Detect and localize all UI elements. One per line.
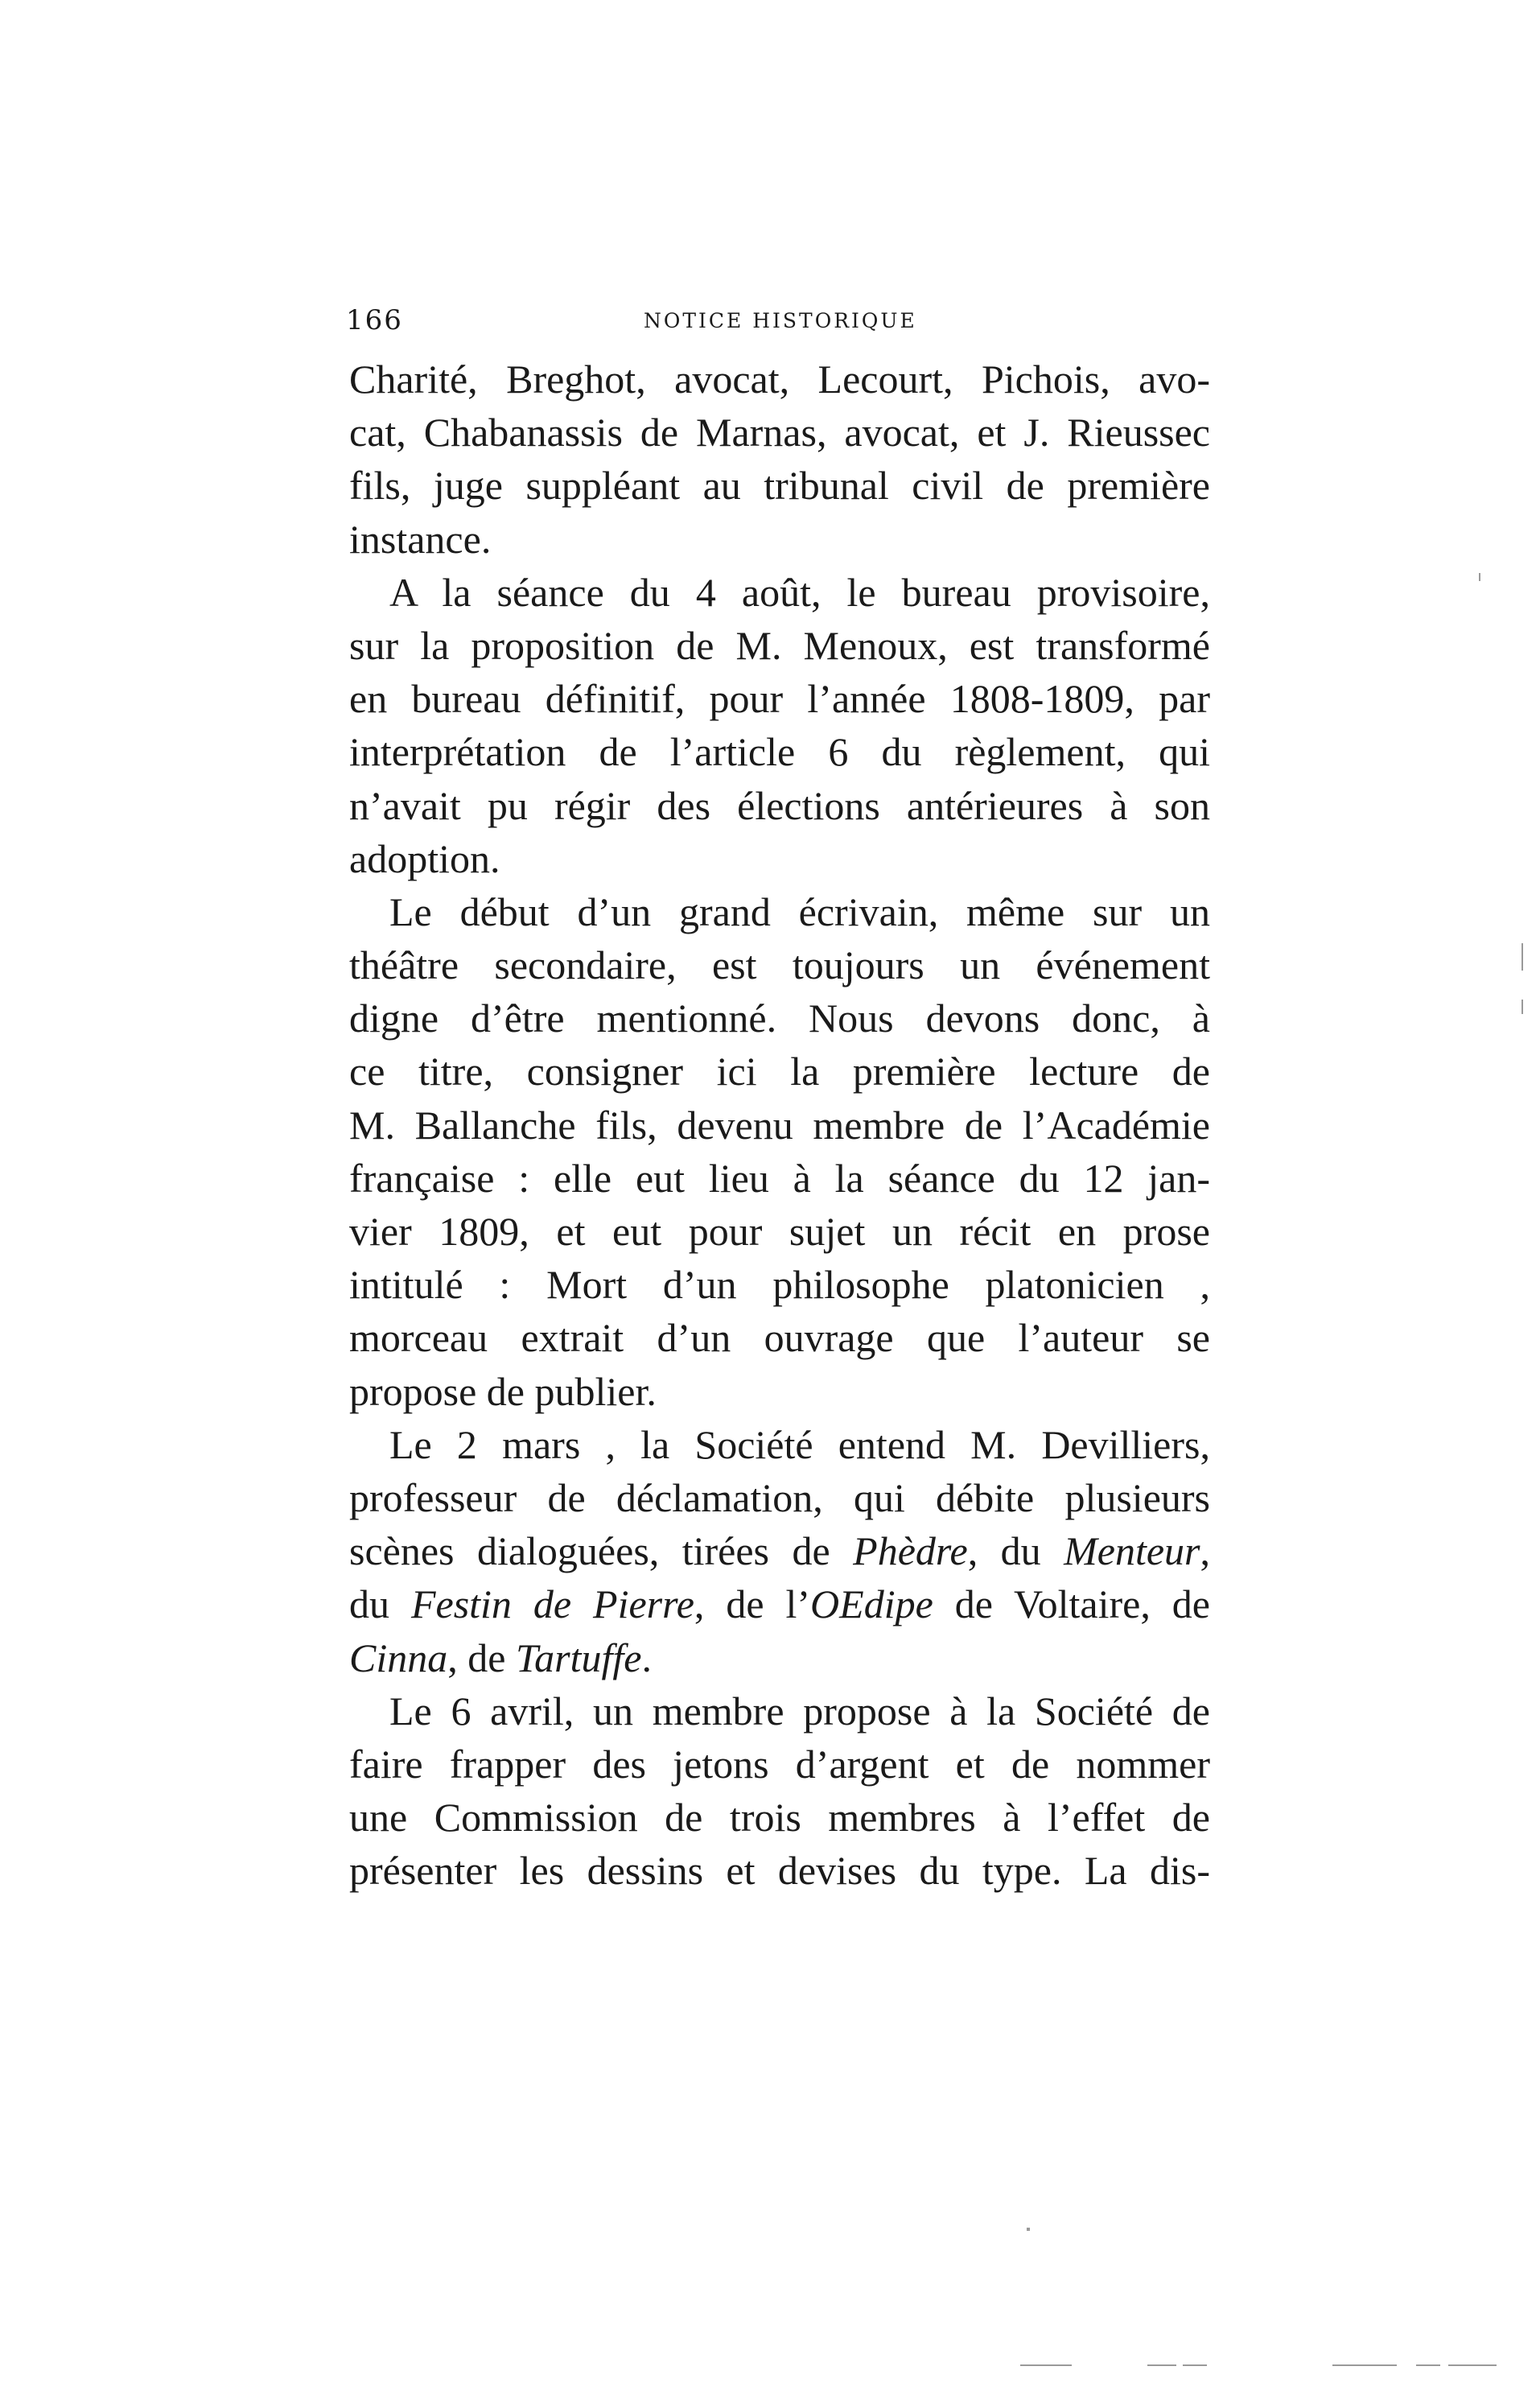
paragraph-first-line: A la séance du 4 août, le bureau provisoire, <box>389 569 1210 615</box>
text-line: théâtre secondaire, est toujours un événement <box>349 942 1210 988</box>
work-title: OEdipe <box>810 1581 933 1627</box>
work-title: Tartuffe <box>515 1635 642 1680</box>
text-line: française : elle eut lieu à la séance du 12 jan- <box>349 1155 1210 1201</box>
text-line: adoption. <box>349 835 500 881</box>
text-line: intitulé : Mort d’un philosophe platonicien , <box>349 1262 1210 1308</box>
text-line <box>349 1577 1210 1630</box>
page-number: 166 <box>346 304 403 336</box>
body-text <box>349 352 1210 1897</box>
running-title: NOTICE HISTORIQUE <box>644 309 917 332</box>
text-line: digne d’être mentionné. Nous devons donc, à <box>349 996 1210 1041</box>
paragraph-first-line: Le début d’un grand écrivain, même sur un <box>389 888 1210 934</box>
scan-artifact <box>1479 573 1480 581</box>
scan-artifact <box>1183 2364 1207 2366</box>
text-run: , de l’ <box>694 1581 811 1627</box>
text-line: propose de publier. <box>349 1368 657 1414</box>
scan-artifact <box>1521 943 1523 971</box>
work-title: Cinna <box>349 1635 448 1680</box>
text-line: Charité, Breghot, avocat, Lecourt, Pichois, avo- <box>349 357 1210 402</box>
text-run: , de <box>447 1635 516 1680</box>
paragraph-first-line: Le 2 mars , la Société entend M. Devilliers, <box>389 1421 1210 1467</box>
scan-artifact <box>1521 1000 1523 1014</box>
scan-artifact <box>1416 2364 1440 2366</box>
text-line: n’avait pu régir des élections antérieures à son <box>349 782 1210 828</box>
text-line <box>349 1524 1210 1577</box>
text-line: instance. <box>349 516 492 562</box>
text-line: professeur de déclamation, qui débite plusieurs <box>349 1474 1210 1520</box>
text-run: scènes dialoguées, tirées de <box>349 1528 854 1574</box>
scan-artifact <box>1020 2364 1072 2366</box>
text-line <box>349 1631 1210 1684</box>
work-title: Menteur <box>1064 1528 1200 1574</box>
text-run: , du <box>967 1528 1064 1574</box>
text-line: ce titre, consigner ici la première lecture de <box>349 1049 1210 1095</box>
text-line: morceau extrait d’un ouvrage que l’auteur se <box>349 1315 1210 1361</box>
scan-artifact <box>1147 2364 1176 2366</box>
text-line: M. Ballanche fils, devenu membre de l’Académie <box>349 1102 1210 1148</box>
text-line: en bureau définitif, pour l’année 1808-1809, par <box>349 676 1210 722</box>
text-line: cat, Chabanassis de Marnas, avocat, et J. Rieussec <box>349 410 1210 456</box>
text-line: une Commission de trois membres à l’effet de <box>349 1795 1210 1841</box>
text-line: interprétation de l’article 6 du règlement, qui <box>349 729 1210 775</box>
scan-artifact <box>1332 2364 1397 2366</box>
work-title: Phèdre <box>853 1528 968 1574</box>
work-title: Festin de Pierre <box>410 1581 694 1627</box>
text-line: vier 1809, et eut pour sujet un récit en prose <box>349 1209 1210 1254</box>
scan-artifact <box>1448 2364 1497 2366</box>
text-run: , <box>1200 1528 1211 1574</box>
scan-artifact <box>1027 2228 1030 2231</box>
running-head <box>346 304 1215 344</box>
text-line: faire frapper des jetons d’argent et de nommer <box>349 1741 1210 1787</box>
text-run: du <box>349 1581 411 1627</box>
paragraph-first-line: Le 6 avril, un membre propose à la Société de <box>389 1688 1210 1734</box>
text-line: fils, juge suppléant au tribunal civil de première <box>349 463 1210 509</box>
text-run: . <box>641 1635 652 1680</box>
text-line: sur la proposition de M. Menoux, est transformé <box>349 622 1210 668</box>
text-run: de Voltaire, de <box>933 1581 1210 1627</box>
text-line: présenter les dessins et devises du type. La dis- <box>349 1848 1210 1894</box>
